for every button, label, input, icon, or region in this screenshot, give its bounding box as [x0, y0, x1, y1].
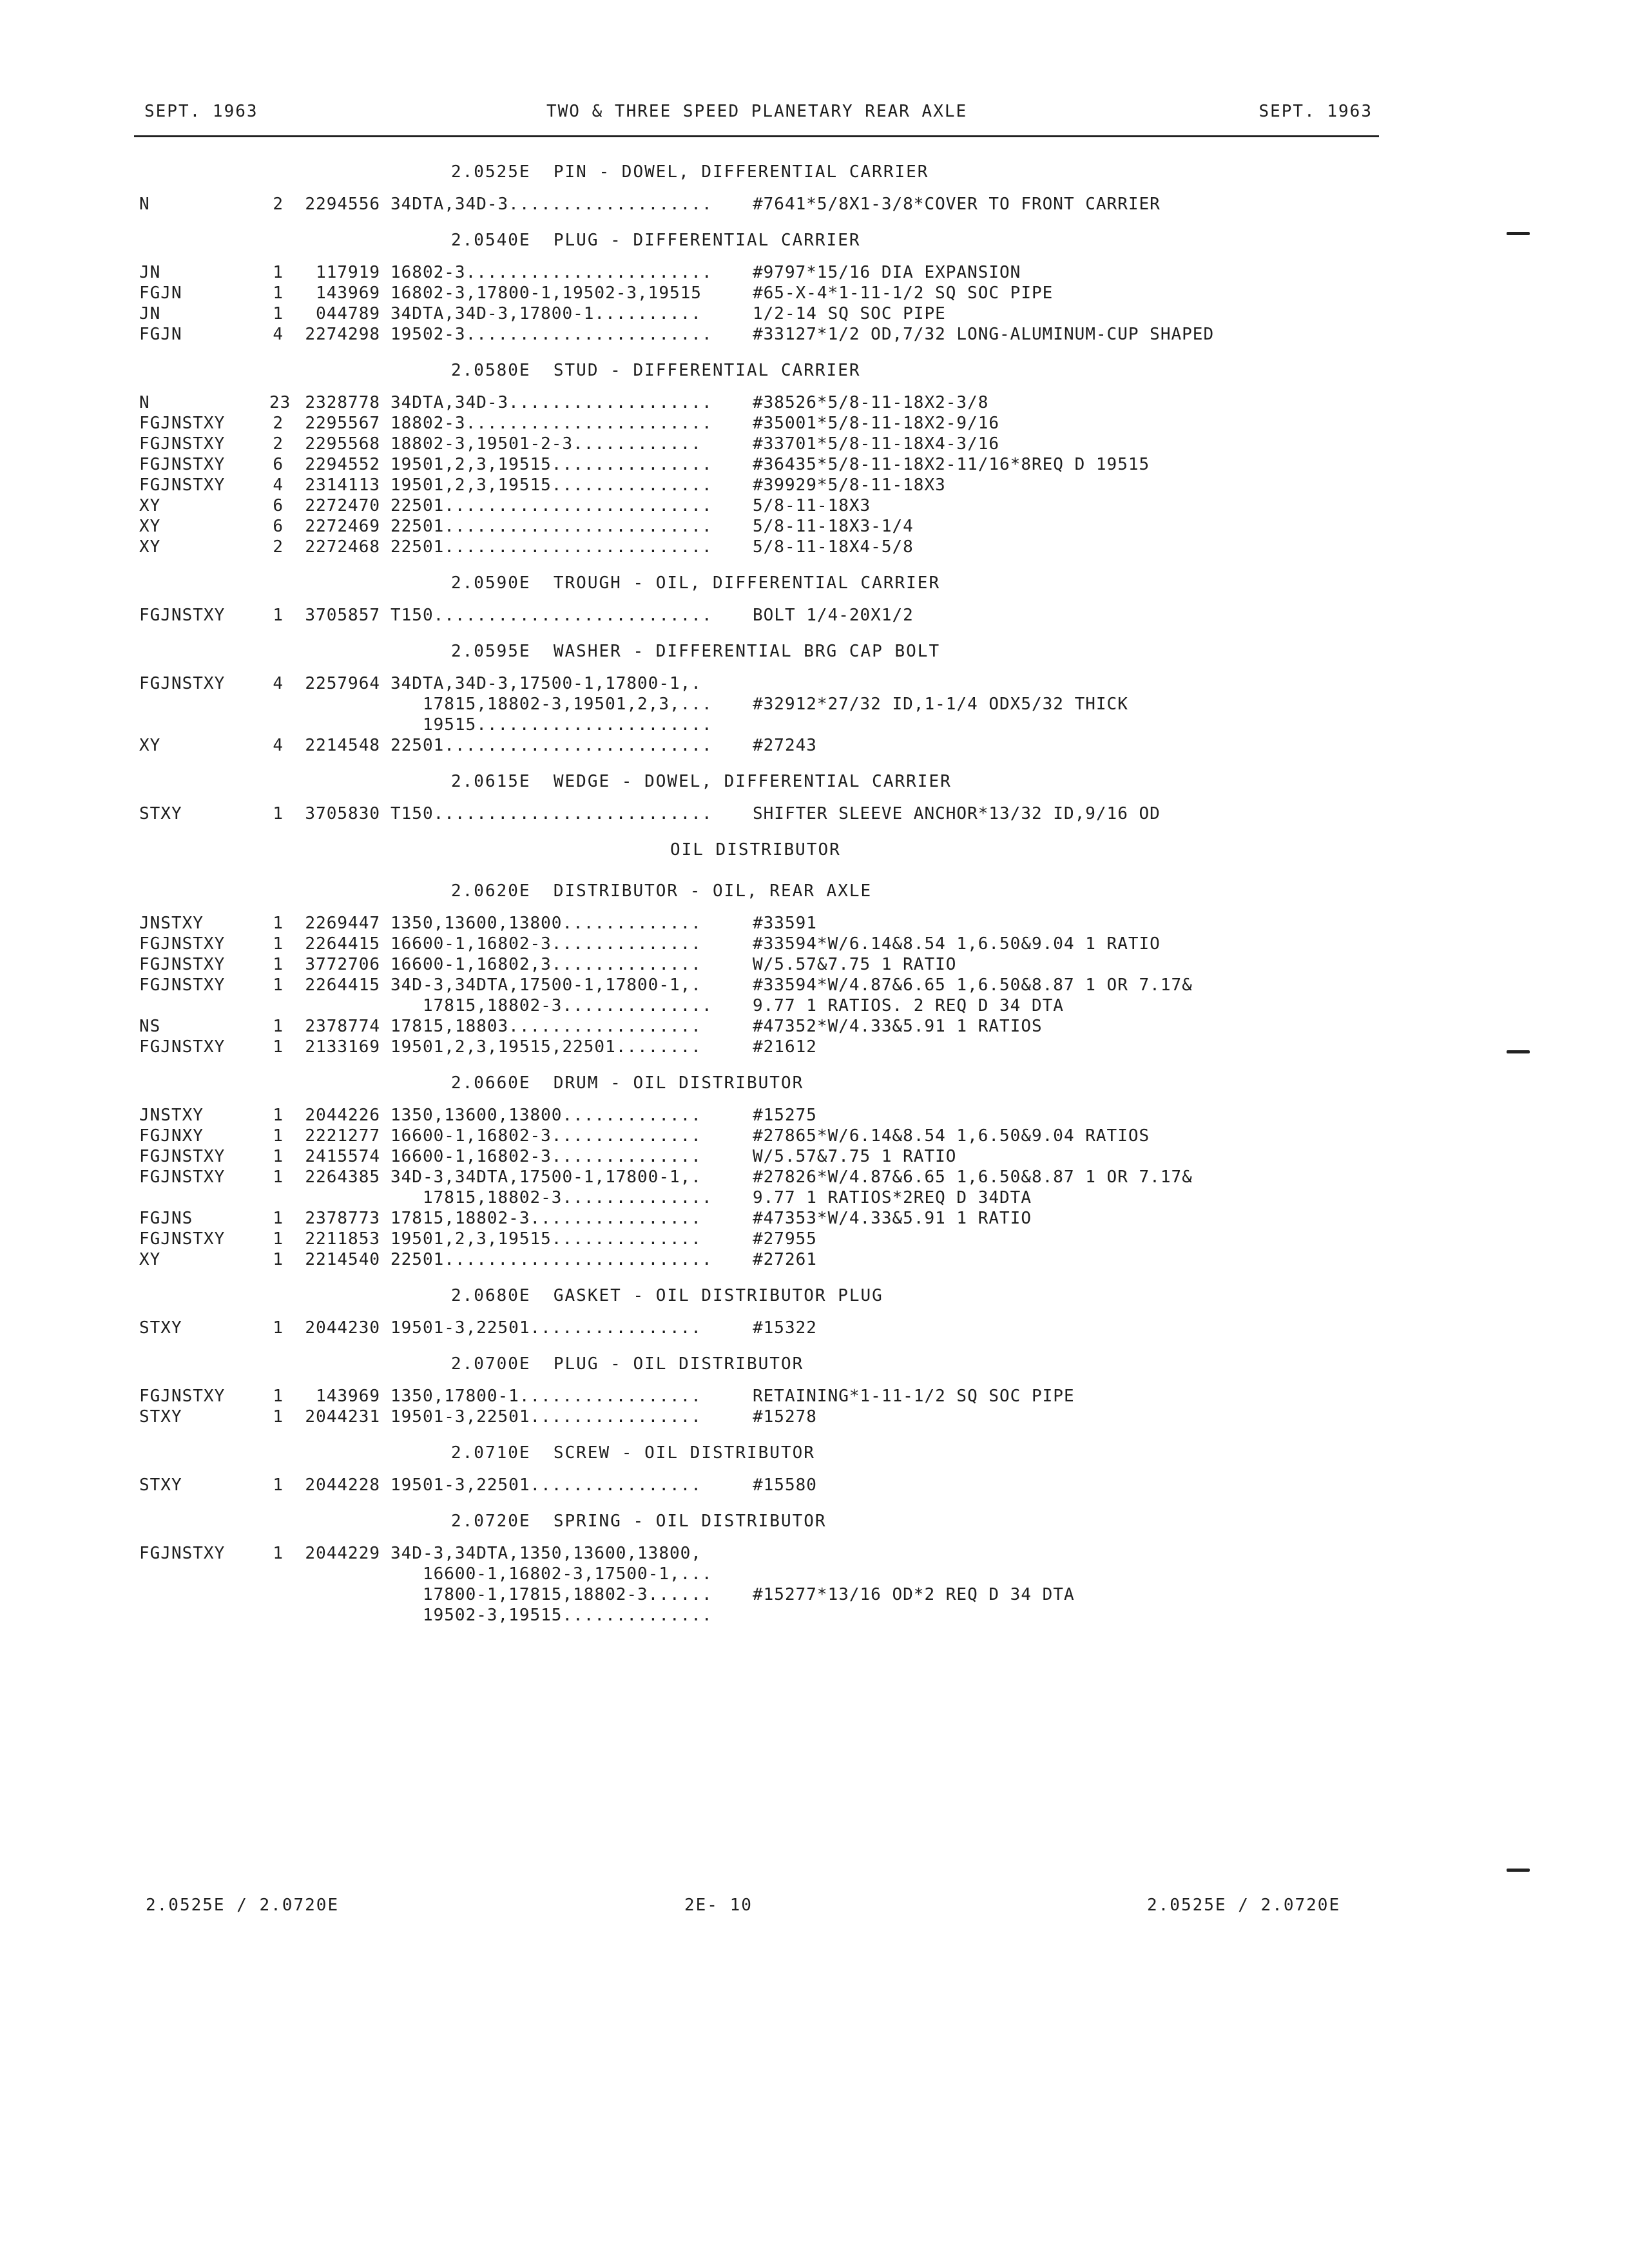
- part-number: 2314113: [305, 476, 380, 495]
- model-code: XY: [139, 537, 161, 557]
- model-code: FGJNSTXY: [139, 1544, 226, 1563]
- part-row: [0, 995, 1629, 1016]
- parts-section: [0, 350, 1629, 562]
- part-row: [0, 1229, 1629, 1249]
- model-code: FGJNSTXY: [139, 934, 226, 954]
- quantity: 1: [273, 1017, 284, 1036]
- page-header: [134, 97, 1379, 137]
- part-description: #47352*W/4.33&5.91 1 RATIOS: [753, 1017, 1043, 1036]
- part-row: [0, 1167, 1629, 1187]
- part-number: 2214540: [305, 1250, 380, 1269]
- part-number: 2295567: [305, 414, 380, 433]
- part-row: [0, 1318, 1629, 1338]
- applicable-models: 16600-1,16802-3..............: [390, 1147, 702, 1166]
- quantity: 1: [273, 1147, 284, 1166]
- applicable-models: 1350,13600,13800.............: [390, 914, 702, 933]
- model-code: FGJNSTXY: [139, 414, 226, 433]
- group-heading: OIL DISTRIBUTOR: [670, 840, 841, 860]
- applicable-models: T150..........................: [390, 804, 713, 823]
- applicable-models: 16600-1,16802-3,17500-1,...: [390, 1564, 713, 1584]
- applicable-models: 19501-3,22501................: [390, 1318, 702, 1338]
- section-title: 2.0595E WASHER - DIFFERENTIAL BRG CAP BOLT: [451, 642, 941, 661]
- model-code: FGJNSTXY: [139, 455, 226, 474]
- part-description: 9.77 1 RATIOS. 2 REQ D 34 DTA: [753, 996, 1064, 1015]
- applicable-models: 17815,18802-3..............: [390, 1188, 713, 1207]
- part-description: #27865*W/6.14&8.54 1,6.50&9.04 RATIOS: [753, 1126, 1150, 1146]
- part-description: #15580: [753, 1475, 817, 1495]
- applicable-models: 17815,18803..................: [390, 1017, 702, 1036]
- part-row: [0, 1146, 1629, 1167]
- part-row: [0, 434, 1629, 454]
- model-code: STXY: [139, 1318, 182, 1338]
- part-row: [0, 913, 1629, 934]
- model-code: FGJN: [139, 325, 182, 344]
- part-description: 5/8-11-18X3-1/4: [753, 517, 914, 536]
- part-number: 3705857: [305, 606, 380, 625]
- model-code: JN: [139, 263, 161, 282]
- header-date-right: SEPT. 1963: [1258, 102, 1373, 121]
- quantity: 1: [273, 1106, 284, 1125]
- parts-rows: [0, 1104, 1629, 1275]
- quantity: 4: [273, 325, 284, 344]
- part-description: SHIFTER SLEEVE ANCHOR*13/32 ID,9/16 OD: [753, 804, 1161, 823]
- model-code: FGJNSTXY: [139, 1147, 226, 1166]
- part-number: 2274298: [305, 325, 380, 344]
- applicable-models: 17815,18802-3................: [390, 1209, 702, 1228]
- part-description: 5/8-11-18X4-5/8: [753, 537, 914, 557]
- part-row: [0, 392, 1629, 413]
- part-description: #47353*W/4.33&5.91 1 RATIO: [753, 1209, 1032, 1228]
- part-number: 2044229: [305, 1544, 380, 1563]
- part-number: 2133169: [305, 1037, 380, 1057]
- margin-mark: [1507, 1050, 1530, 1053]
- parts-section: [0, 829, 1629, 1062]
- part-number: 2264385: [305, 1168, 380, 1187]
- part-row: [0, 1564, 1629, 1584]
- applicable-models: 34D-3,34DTA,1350,13600,13800,: [390, 1544, 702, 1563]
- model-code: FGJN: [139, 284, 182, 303]
- part-row: [0, 413, 1629, 434]
- quantity: 1: [273, 1407, 284, 1427]
- applicable-models: 19501,2,3,19515...............: [390, 455, 713, 474]
- section-title: 2.0710E SCREW - OIL DISTRIBUTOR: [451, 1443, 815, 1463]
- model-code: JNSTXY: [139, 1106, 204, 1125]
- part-row: [0, 1126, 1629, 1146]
- part-description: #33594*W/6.14&8.54 1,6.50&9.04 1 RATIO: [753, 934, 1161, 954]
- part-description: #27955: [753, 1229, 817, 1249]
- part-description: #39929*5/8-11-18X3: [753, 476, 946, 495]
- part-row: [0, 1475, 1629, 1495]
- quantity: 1: [273, 1318, 284, 1338]
- part-description: 1/2-14 SQ SOC PIPE: [753, 304, 946, 323]
- applicable-models: 22501.........................: [390, 537, 713, 557]
- parts-section: [0, 1501, 1629, 1631]
- quantity: 6: [273, 496, 284, 515]
- model-code: JN: [139, 304, 161, 323]
- applicable-models: 1350,13600,13800.............: [390, 1106, 702, 1125]
- parts-rows: [0, 912, 1629, 1062]
- part-number: 044789: [316, 304, 380, 323]
- part-row: [0, 673, 1629, 694]
- part-row: [0, 803, 1629, 824]
- quantity: 1: [273, 1229, 284, 1249]
- quantity: 23: [269, 393, 291, 412]
- part-number: 2044230: [305, 1318, 380, 1338]
- applicable-models: 22501.........................: [390, 517, 713, 536]
- part-row: [0, 1249, 1629, 1270]
- applicable-models: 16600-1,16802-3..............: [390, 1126, 702, 1146]
- model-code: XY: [139, 1250, 161, 1269]
- section-title: 2.0615E WEDGE - DOWEL, DIFFERENTIAL CARRIER: [451, 772, 952, 791]
- part-row: [0, 1037, 1629, 1057]
- part-description: #15275: [753, 1106, 817, 1125]
- model-code: FGJNSTXY: [139, 1387, 226, 1406]
- part-row: [0, 475, 1629, 495]
- part-number: 2295568: [305, 434, 380, 454]
- part-row: [0, 1016, 1629, 1037]
- parts-section: [0, 761, 1629, 829]
- part-row: [0, 303, 1629, 324]
- applicable-models: 16600-1,16802-3..............: [390, 934, 702, 954]
- parts-section: [0, 1275, 1629, 1343]
- quantity: 1: [273, 1168, 284, 1187]
- part-row: [0, 537, 1629, 557]
- quantity: 6: [273, 517, 284, 536]
- part-row: [0, 262, 1629, 283]
- part-number: 2264415: [305, 934, 380, 954]
- quantity: 1: [273, 284, 284, 303]
- part-row: [0, 1105, 1629, 1126]
- applicable-models: 34DTA,34D-3...................: [390, 195, 713, 214]
- section-title: 2.0525E PIN - DOWEL, DIFFERENTIAL CARRIER: [451, 162, 929, 182]
- model-code: STXY: [139, 1407, 182, 1427]
- part-description: #15278: [753, 1407, 817, 1427]
- footer-range-right: 2.0525E / 2.0720E: [1147, 1896, 1341, 1915]
- applicable-models: 16802-3,17800-1,19502-3,19515: [390, 284, 702, 303]
- quantity: 1: [273, 1250, 284, 1269]
- parts-section: [0, 1432, 1629, 1501]
- part-row: [0, 1543, 1629, 1564]
- part-row: [0, 975, 1629, 995]
- model-code: XY: [139, 517, 161, 536]
- model-code: JNSTXY: [139, 914, 204, 933]
- model-code: STXY: [139, 804, 182, 823]
- part-description: #33594*W/4.87&6.65 1,6.50&8.87 1 OR 7.17&: [753, 975, 1193, 995]
- part-number: 2294556: [305, 195, 380, 214]
- model-code: FGJNSTXY: [139, 955, 226, 974]
- part-description: W/5.57&7.75 1 RATIO: [753, 1147, 957, 1166]
- section-title: 2.0580E STUD - DIFFERENTIAL CARRIER: [451, 361, 861, 380]
- quantity: 2: [273, 537, 284, 557]
- applicable-models: 22501.........................: [390, 496, 713, 515]
- parts-rows: [0, 1385, 1629, 1432]
- parts-rows: [0, 1316, 1629, 1343]
- part-number: 143969: [316, 284, 380, 303]
- part-description: #9797*15/16 DIA EXPANSION: [753, 263, 1021, 282]
- part-description: #38526*5/8-11-18X2-3/8: [753, 393, 989, 412]
- part-number: 2415574: [305, 1147, 380, 1166]
- part-description: 5/8-11-18X3: [753, 496, 871, 515]
- parts-section: [0, 562, 1629, 631]
- margin-mark: [1507, 232, 1530, 235]
- applicable-models: 16802-3.......................: [390, 263, 713, 282]
- applicable-models: 17815,18802-3,19501,2,3,...: [390, 695, 713, 714]
- model-code: N: [139, 195, 150, 214]
- parts-section: [0, 1062, 1629, 1275]
- parts-section: [0, 631, 1629, 761]
- parts-rows: [0, 1474, 1629, 1501]
- quantity: 1: [273, 1037, 284, 1057]
- part-row: [0, 1584, 1629, 1605]
- parts-rows: [0, 193, 1629, 220]
- part-number: 2044228: [305, 1475, 380, 1495]
- applicable-models: 34DTA,34D-3...................: [390, 393, 713, 412]
- quantity: 2: [273, 195, 284, 214]
- applicable-models: 34D-3,34DTA,17500-1,17800-1,.: [390, 975, 702, 995]
- part-description: #27261: [753, 1250, 817, 1269]
- part-description: #27826*W/4.87&6.65 1,6.50&8.87 1 OR 7.17&: [753, 1168, 1193, 1187]
- applicable-models: 34DTA,34D-3,17500-1,17800-1,.: [390, 674, 702, 693]
- part-number: 2264415: [305, 975, 380, 995]
- quantity: 1: [273, 1387, 284, 1406]
- model-code: NS: [139, 1017, 161, 1036]
- part-description: #15322: [753, 1318, 817, 1338]
- quantity: 4: [273, 736, 284, 755]
- part-number: 2328778: [305, 393, 380, 412]
- applicable-models: 17815,18802-3..............: [390, 996, 713, 1015]
- applicable-models: 22501.........................: [390, 736, 713, 755]
- part-number: 2044226: [305, 1106, 380, 1125]
- applicable-models: T150..........................: [390, 606, 713, 625]
- footer-range-left: 2.0525E / 2.0720E: [146, 1896, 340, 1915]
- applicable-models: 22501.........................: [390, 1250, 713, 1269]
- part-number: 2221277: [305, 1126, 380, 1146]
- part-description: #7641*5/8X1-3/8*COVER TO FRONT CARRIER: [753, 195, 1161, 214]
- model-code: FGJNSTXY: [139, 674, 226, 693]
- part-number: 2378774: [305, 1017, 380, 1036]
- section-title: 2.0700E PLUG - OIL DISTRIBUTOR: [451, 1354, 804, 1374]
- model-code: FGJNXY: [139, 1126, 204, 1146]
- part-description: #21612: [753, 1037, 817, 1057]
- model-code: FGJNSTXY: [139, 434, 226, 454]
- applicable-models: 19501,2,3,19515,22501........: [390, 1037, 702, 1057]
- part-row: [0, 605, 1629, 626]
- applicable-models: 19501-3,22501................: [390, 1475, 702, 1495]
- part-row: [0, 194, 1629, 215]
- header-title: TWO & THREE SPEED PLANETARY REAR AXLE: [546, 102, 968, 121]
- header-date-left: SEPT. 1963: [144, 102, 258, 121]
- quantity: 1: [273, 1544, 284, 1563]
- part-number: 2257964: [305, 674, 380, 693]
- part-description: #15277*13/16 OD*2 REQ D 34 DTA: [753, 1585, 1075, 1604]
- part-row: [0, 324, 1629, 345]
- model-code: FGJNSTXY: [139, 476, 226, 495]
- part-description: BOLT 1/4-20X1/2: [753, 606, 914, 625]
- part-number: 2272468: [305, 537, 380, 557]
- quantity: 1: [273, 914, 284, 933]
- part-row: [0, 1407, 1629, 1427]
- quantity: 6: [273, 455, 284, 474]
- part-number: 2214548: [305, 736, 380, 755]
- quantity: 1: [273, 934, 284, 954]
- part-number: 3772706: [305, 955, 380, 974]
- part-number: 2294552: [305, 455, 380, 474]
- applicable-models: 18802-3,19501-2-3............: [390, 434, 702, 454]
- applicable-models: 18802-3.......................: [390, 414, 713, 433]
- parts-rows: [0, 604, 1629, 631]
- part-number: 3705830: [305, 804, 380, 823]
- model-code: XY: [139, 736, 161, 755]
- section-title: 2.0720E SPRING - OIL DISTRIBUTOR: [451, 1512, 827, 1531]
- model-code: FGJNSTXY: [139, 1037, 226, 1057]
- quantity: 4: [273, 476, 284, 495]
- part-row: [0, 495, 1629, 516]
- parts-rows: [0, 261, 1629, 350]
- applicable-models: 34D-3,34DTA,17500-1,17800-1,.: [390, 1168, 702, 1187]
- part-row: [0, 1208, 1629, 1229]
- model-code: XY: [139, 496, 161, 515]
- part-description: #65-X-4*1-11-1/2 SQ SOC PIPE: [753, 284, 1054, 303]
- applicable-models: 19502-3.......................: [390, 325, 713, 344]
- model-code: FGJNSTXY: [139, 1168, 226, 1187]
- part-description: #36435*5/8-11-18X2-11/16*8REQ D 19515: [753, 455, 1150, 474]
- section-title: 2.0590E TROUGH - OIL, DIFFERENTIAL CARRIER: [451, 573, 941, 593]
- quantity: 1: [273, 1209, 284, 1228]
- quantity: 1: [273, 955, 284, 974]
- margin-mark: [1507, 1869, 1530, 1872]
- part-row: [0, 454, 1629, 475]
- quantity: 1: [273, 1475, 284, 1495]
- part-row: [0, 954, 1629, 975]
- quantity: 2: [273, 414, 284, 433]
- part-row: [0, 1386, 1629, 1407]
- part-number: 2269447: [305, 914, 380, 933]
- section-title: 2.0680E GASKET - OIL DISTRIBUTOR PLUG: [451, 1286, 883, 1305]
- section-title: 2.0540E PLUG - DIFFERENTIAL CARRIER: [451, 231, 861, 250]
- part-row: [0, 283, 1629, 303]
- part-number: 2044231: [305, 1407, 380, 1427]
- applicable-models: 19501-3,22501................: [390, 1407, 702, 1427]
- model-code: FGJNSTXY: [139, 606, 226, 625]
- parts-section: [0, 151, 1629, 220]
- part-number: 117919: [316, 263, 380, 282]
- applicable-models: 34DTA,34D-3,17800-1..........: [390, 304, 702, 323]
- part-number: 2272469: [305, 517, 380, 536]
- model-code: N: [139, 393, 150, 412]
- parts-rows: [0, 391, 1629, 562]
- part-row: [0, 934, 1629, 954]
- applicable-models: 19501,2,3,19515..............: [390, 1229, 702, 1249]
- part-row: [0, 694, 1629, 715]
- part-description: #35001*5/8-11-18X2-9/16: [753, 414, 1000, 433]
- parts-rows: [0, 802, 1629, 829]
- part-row: [0, 516, 1629, 537]
- quantity: 4: [273, 674, 284, 693]
- part-description: 9.77 1 RATIOS*2REQ D 34DTA: [753, 1188, 1032, 1207]
- quantity: 1: [273, 606, 284, 625]
- part-description: W/5.57&7.75 1 RATIO: [753, 955, 957, 974]
- applicable-models: 17800-1,17815,18802-3......: [390, 1585, 713, 1604]
- part-row: [0, 735, 1629, 756]
- section-title: 2.0620E DISTRIBUTOR - OIL, REAR AXLE: [451, 881, 872, 901]
- quantity: 1: [273, 304, 284, 323]
- applicable-models: 19515......................: [390, 715, 713, 735]
- part-description: #32912*27/32 ID,1-1/4 ODX5/32 THICK: [753, 695, 1128, 714]
- applicable-models: 19501,2,3,19515...............: [390, 476, 713, 495]
- part-row: [0, 1187, 1629, 1208]
- quantity: 1: [273, 804, 284, 823]
- part-number: 2378773: [305, 1209, 380, 1228]
- part-number: 2211853: [305, 1229, 380, 1249]
- parts-section: [0, 220, 1629, 350]
- part-description: #27243: [753, 736, 817, 755]
- applicable-models: 16600-1,16802,3..............: [390, 955, 702, 974]
- part-description: RETAINING*1-11-1/2 SQ SOC PIPE: [753, 1387, 1075, 1406]
- part-number: 143969: [316, 1387, 380, 1406]
- part-description: #33127*1/2 OD,7/32 LONG-ALUMINUM-CUP SHAPED: [753, 325, 1215, 344]
- quantity: 1: [273, 263, 284, 282]
- part-description: #33591: [753, 914, 817, 933]
- applicable-models: 1350,17800-1.................: [390, 1387, 702, 1406]
- model-code: FGJNS: [139, 1209, 193, 1228]
- model-code: FGJNSTXY: [139, 1229, 226, 1249]
- part-number: 2272470: [305, 496, 380, 515]
- section-title: 2.0660E DRUM - OIL DISTRIBUTOR: [451, 1073, 804, 1093]
- model-code: STXY: [139, 1475, 182, 1495]
- parts-rows: [0, 672, 1629, 761]
- part-row: [0, 1605, 1629, 1626]
- parts-section: [0, 1343, 1629, 1432]
- quantity: 1: [273, 975, 284, 995]
- parts-rows: [0, 1542, 1629, 1631]
- applicable-models: 19502-3,19515..............: [390, 1606, 713, 1625]
- quantity: 2: [273, 434, 284, 454]
- part-description: #33701*5/8-11-18X4-3/16: [753, 434, 1000, 454]
- part-row: [0, 715, 1629, 735]
- quantity: 1: [273, 1126, 284, 1146]
- model-code: FGJNSTXY: [139, 975, 226, 995]
- parts-list: [0, 151, 1629, 1631]
- footer-page-number: 2E- 10: [684, 1896, 753, 1915]
